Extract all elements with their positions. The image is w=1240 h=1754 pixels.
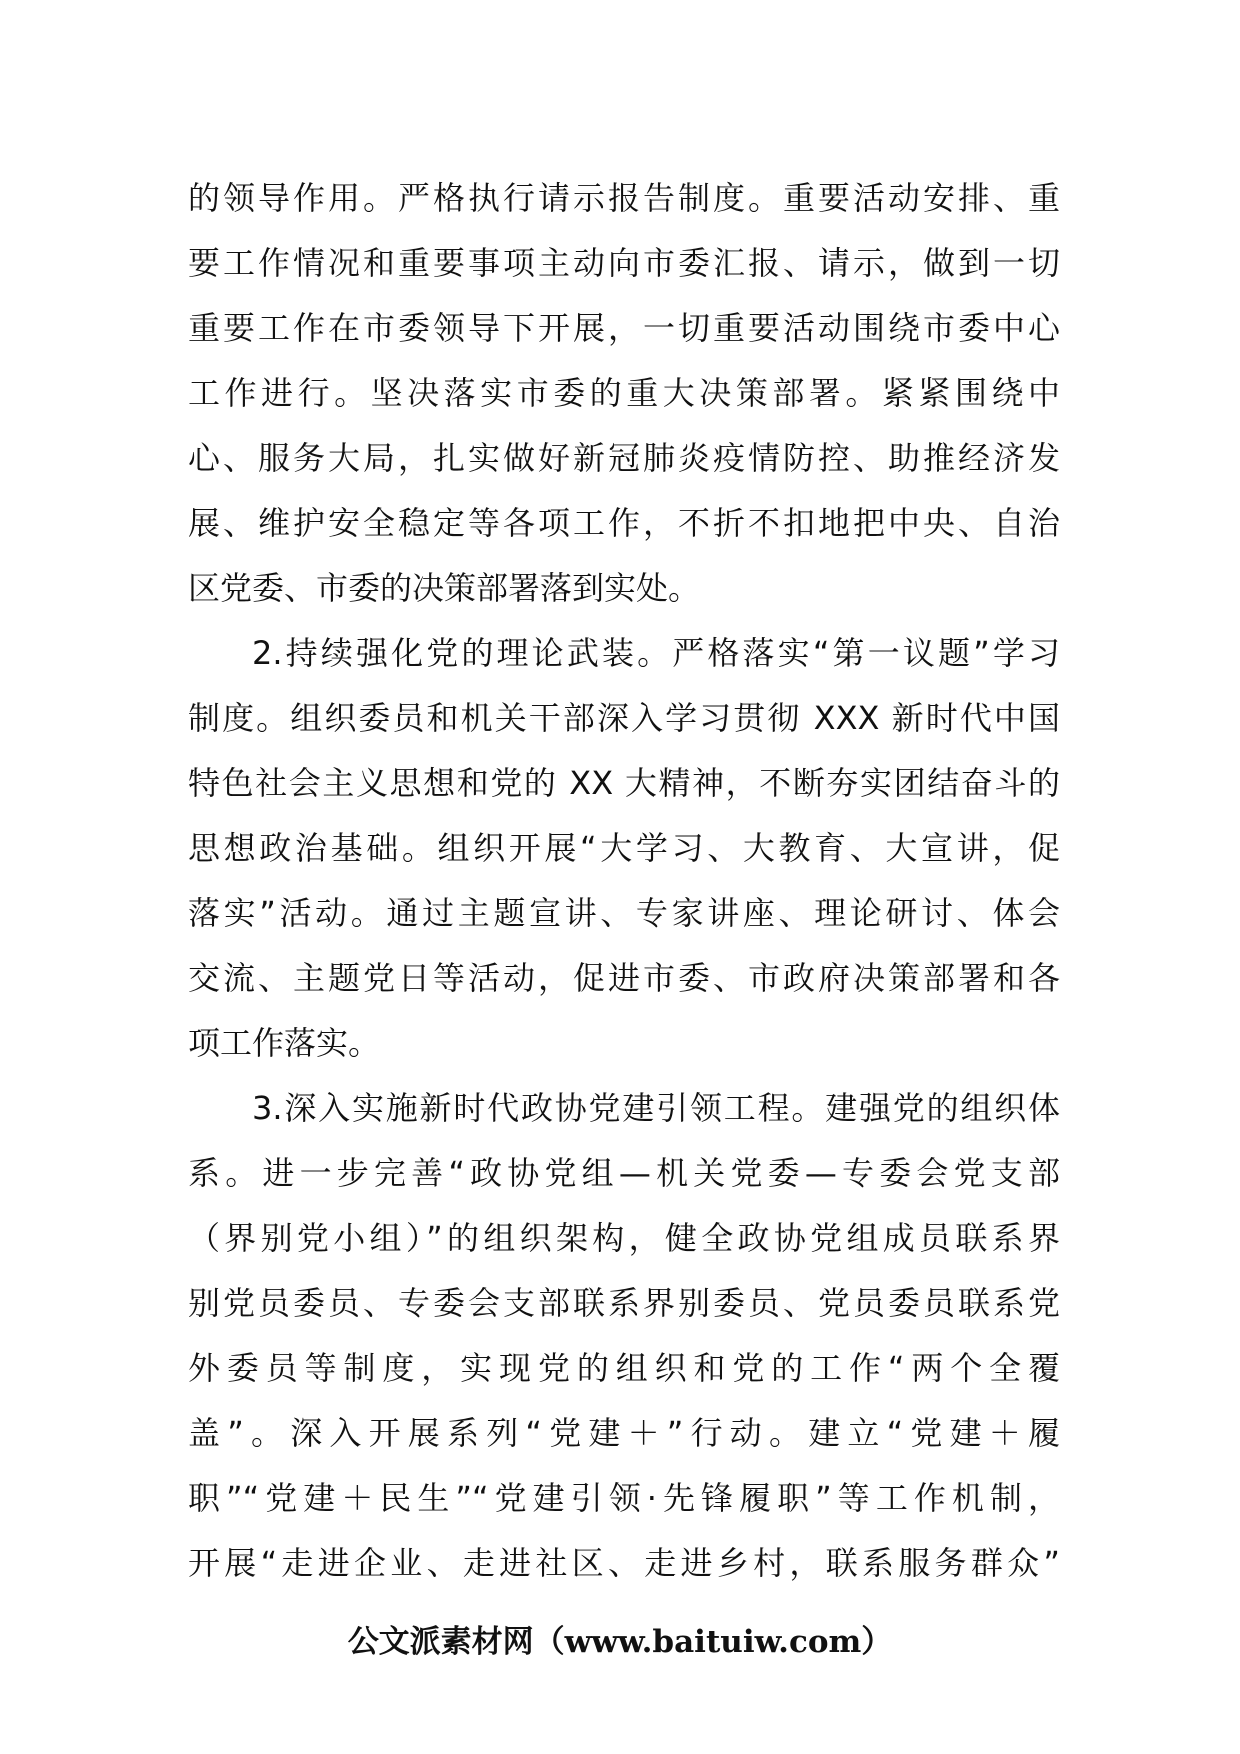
text-line: 盖”。深入开展系列“党建＋”行动。建立“党建＋履 — [188, 1414, 1060, 1452]
text-line: 区党委、市委的决策部署落到实处。 — [188, 569, 701, 607]
text-line: 落实”活动。通过主题宣讲、专家讲座、理论研讨、体会 — [188, 894, 1060, 932]
text-line: 特色社会主义思想和党的 XX 大精神，不断夯实团结奋斗的 — [188, 764, 1060, 802]
text-line: 外委员等制度，实现党的组织和党的工作“两个全覆 — [188, 1349, 1060, 1387]
text-line: （界别党小组）”的组织架构，健全政协党组成员联系界 — [188, 1219, 1060, 1257]
text-line: 心、服务大局，扎实做好新冠肺炎疫情防控、助推经济发 — [188, 439, 1060, 477]
document-body — [188, 166, 1060, 1596]
text-line: 项工作落实。 — [188, 1024, 381, 1062]
text-line: 制度。组织委员和机关干部深入学习贯彻 XXX 新时代中国 — [188, 699, 1060, 737]
paragraph-start-line: 2.持续强化党的理论武装。严格落实“第一议题”学习 — [252, 634, 1060, 672]
text-line: 思想政治基础。组织开展“大学习、大教育、大宣讲，促 — [188, 829, 1060, 867]
text-line: 要工作情况和重要事项主动向市委汇报、请示，做到一切 — [188, 244, 1060, 282]
text-line: 工作进行。坚决落实市委的重大决策部署。紧紧围绕中 — [188, 374, 1060, 412]
text-line: 的领导作用。严格执行请示报告制度。重要活动安排、重 — [188, 179, 1060, 217]
text-line: 别党员委员、专委会支部联系界别委员、党员委员联系党 — [188, 1284, 1060, 1322]
text-line: 交流、主题党日等活动，促进市委、市政府决策部署和各 — [188, 959, 1060, 997]
text-line: 展、维护安全稳定等各项工作，不折不扣地把中央、自治 — [188, 504, 1060, 542]
text-line: 重要工作在市委领导下开展，一切重要活动围绕市委中心 — [188, 309, 1060, 347]
watermark-footer: 公文派素材网（www.baituiw.com） — [347, 1624, 893, 1660]
paragraph-start-line: 3.深入实施新时代政协党建引领工程。建强党的组织体 — [252, 1089, 1060, 1127]
text-line: 开展“走进企业、走进社区、走进乡村，联系服务群众” — [188, 1544, 1060, 1582]
text-line: 系。进一步完善“政协党组—机关党委—专委会党支部 — [188, 1154, 1060, 1192]
text-line: 职”“党建＋民生”“党建引领·先锋履职”等工作机制， — [188, 1479, 1060, 1517]
